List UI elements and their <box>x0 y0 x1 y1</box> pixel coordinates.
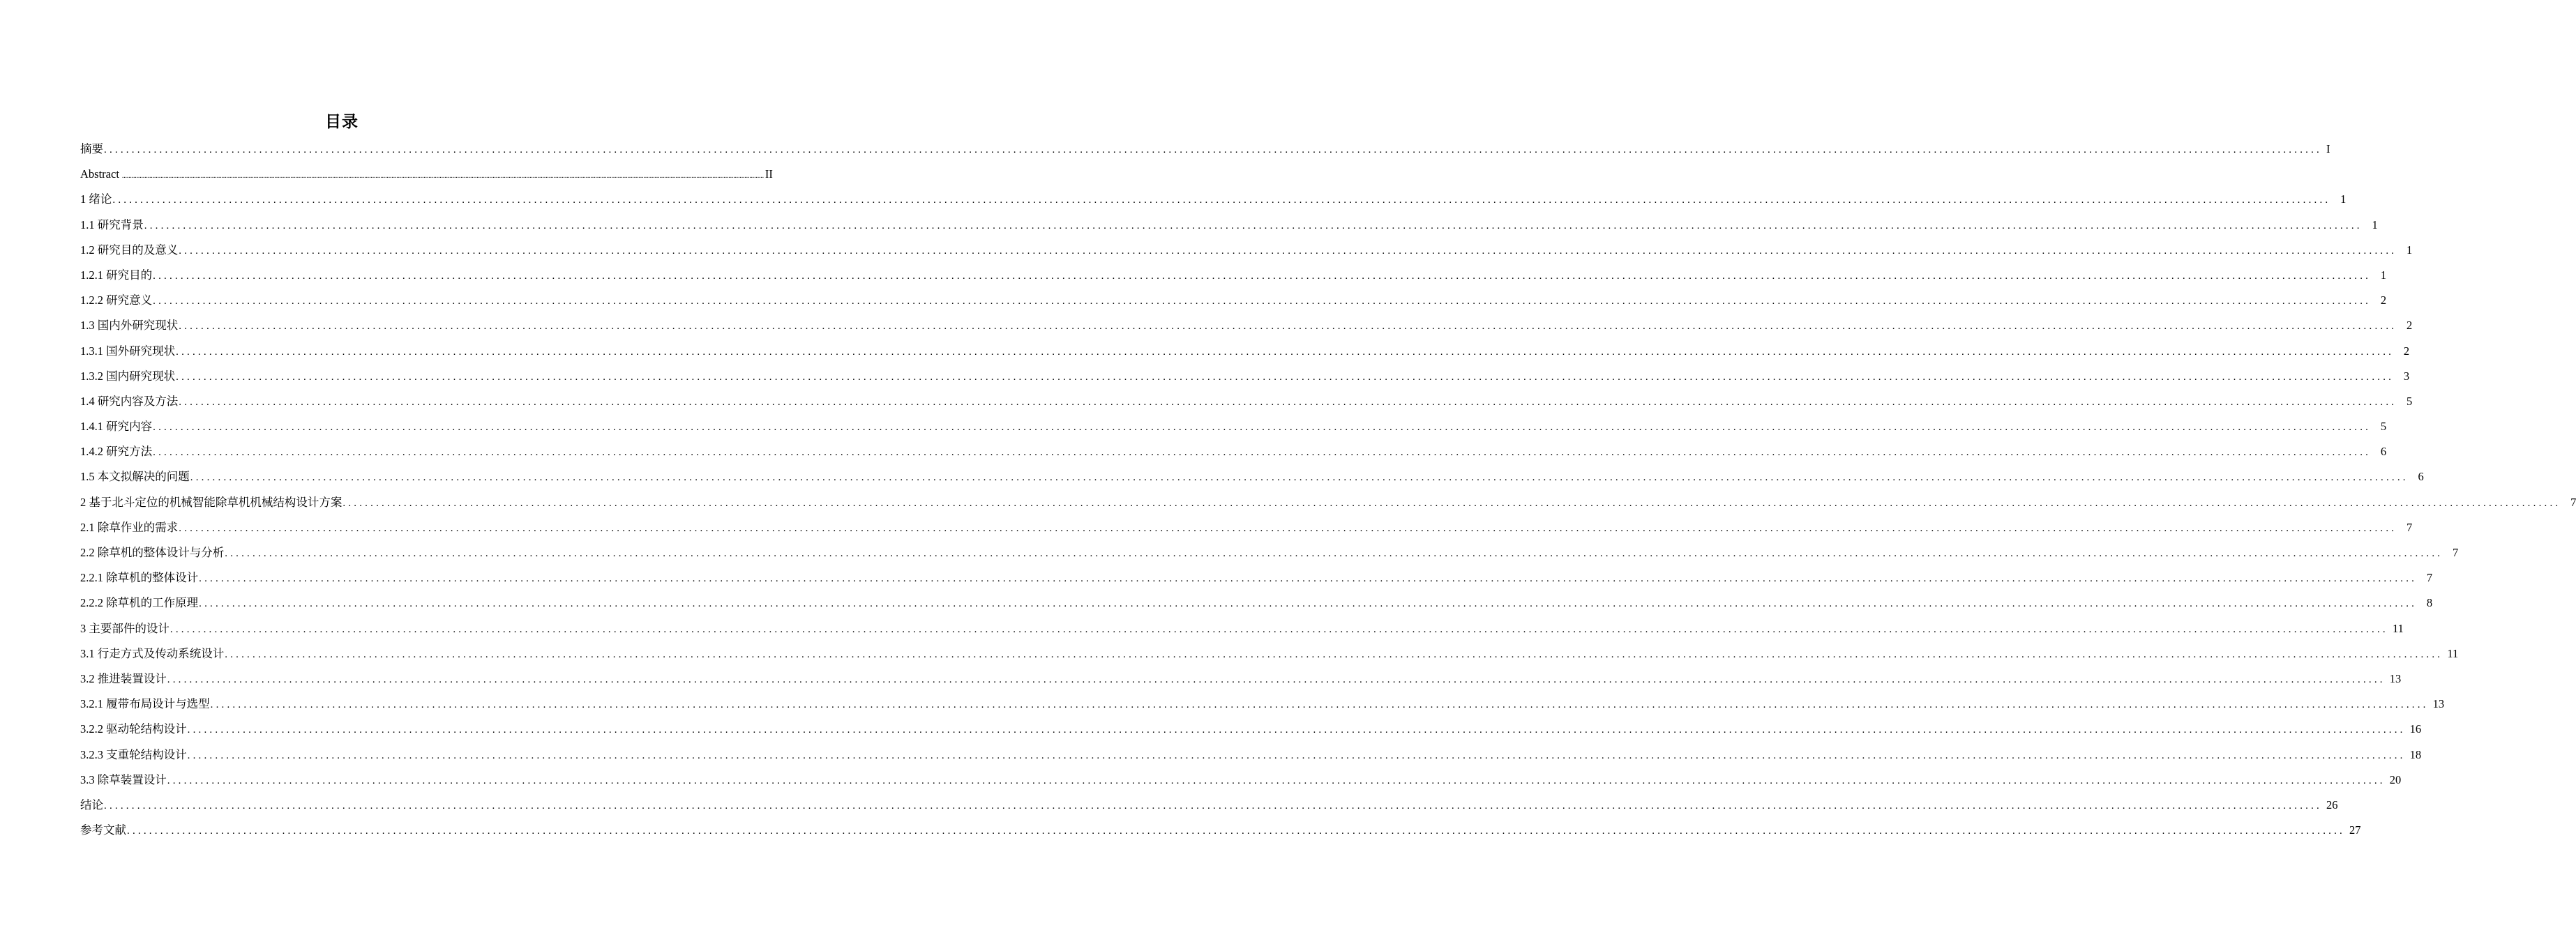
dot-leader: ................................................................................................................................................................................................................................................................................................................................................................................................................ <box>153 296 2372 307</box>
toc-entry-page-number: 5 <box>2380 420 2387 434</box>
toc-entry[interactable] <box>80 541 2459 566</box>
dot-leader: ................................................................................................................................................................................................................................................................................................................................................................................................................ <box>112 195 2331 206</box>
dot-leader: ................................................................................................................................................................................................................................................................................................................................................................................................................ <box>179 522 2397 534</box>
toc-entry-label: 3.2.2 驱动轮结构设计 <box>80 722 187 736</box>
toc-entry[interactable] <box>80 340 2410 365</box>
toc-entry-label: 1.4 研究内容及方法 <box>80 394 179 408</box>
dot-leader: ................................................................................................................................................................................................................................................................................................................................................................................................................ <box>179 321 2397 333</box>
toc-entry-label: 2 基于北斗定位的机械智能除草机机械结构设计方案 <box>80 495 342 509</box>
toc-entry-label: 1.1 研究背景 <box>80 218 144 231</box>
toc-entry-label: 3.2.3 支重轮结构设计 <box>80 747 187 761</box>
toc-title: 目录 <box>325 113 359 131</box>
toc-entry-label: 1.2.1 研究目的 <box>80 268 153 282</box>
dot-leader: ................................................................................................................................................................................................................................................................................................................................................................................................................ <box>342 497 2561 509</box>
dot-leader: ................................................................................................................................................................................................................................................................................................................................................................................................................ <box>225 648 2443 660</box>
toc-entry-page-number: II <box>764 167 773 181</box>
toc-entry[interactable] <box>80 314 2413 339</box>
toc-entry-page-number: 2 <box>2406 319 2413 333</box>
toc-entry-label: 1.3 国内外研究现状 <box>80 319 179 333</box>
toc-entry[interactable] <box>80 743 2422 768</box>
toc-entry-label: 结论 <box>80 798 103 812</box>
toc-entry[interactable] <box>80 717 2422 742</box>
toc-entry-label: 3.1 行走方式及传动系统设计 <box>80 646 225 660</box>
toc-entry-page-number: 7 <box>2406 520 2413 534</box>
toc-entry-label: 1.3.2 国内研究现状 <box>80 369 176 383</box>
toc-entry-label: 1.4.2 研究方法 <box>80 445 153 459</box>
dot-leader: ................................................................................................................................................................................................................................................................................................................................................................................................................ <box>127 825 2345 837</box>
toc-entry-page-number: 6 <box>2418 470 2424 484</box>
toc-entry-page-number: 6 <box>2380 445 2387 459</box>
dot-leader: ................................................................................................................................................................................................................................................................................................................................................................................................................ <box>199 573 2418 585</box>
toc-entry-page-number: 5 <box>2406 394 2413 408</box>
toc-entry-page-number: 11 <box>2447 646 2459 660</box>
dot-leader: ................................................................................................................................................................................................................................................................................................................................................................................................................ <box>210 699 2429 711</box>
toc-entry-label: 摘要 <box>80 142 103 155</box>
toc-entry-page-number: 13 <box>2389 671 2402 685</box>
dot-leader: ................................................................................................................................................................................................................................................................................................................................................................................................................ <box>144 220 2363 231</box>
toc-entry[interactable] <box>80 162 773 188</box>
toc-entry-label: 3.2 推进装置设计 <box>80 671 167 685</box>
toc-entry[interactable] <box>80 566 2433 591</box>
dot-leader: ................................................................................................................................................................................................................................................................................................................................................................................................................ <box>121 172 764 181</box>
toc-entry-page-number: 1 <box>2372 218 2378 231</box>
toc-entry-page-number: 3 <box>2403 369 2410 383</box>
dot-leader: ................................................................................................................................................................................................................................................................................................................................................................................................................ <box>190 472 2409 484</box>
dot-leader: ................................................................................................................................................................................................................................................................................................................................................................................................................ <box>153 447 2372 459</box>
dot-leader: ................................................................................................................................................................................................................................................................................................................................................................................................................ <box>225 548 2443 559</box>
toc-entry-page-number: 13 <box>2432 697 2445 711</box>
dot-leader: ................................................................................................................................................................................................................................................................................................................................................................................................................ <box>187 749 2406 761</box>
dot-leader: ................................................................................................................................................................................................................................................................................................................................................................................................................ <box>176 346 2395 358</box>
toc-entry-label: 3.3 除草装置设计 <box>80 772 167 786</box>
dot-leader: ................................................................................................................................................................................................................................................................................................................................................................................................................ <box>167 673 2386 685</box>
toc-entry-page-number: I <box>2326 142 2330 155</box>
toc-entry-label: 2.2.2 除草机的工作原理 <box>80 596 199 610</box>
toc-entry-label: 1.3.1 国外研究现状 <box>80 344 176 358</box>
toc-entry-page-number: 7 <box>2570 495 2576 509</box>
toc-entry-label: 参考文献 <box>80 823 126 837</box>
toc-entry-page-number: 8 <box>2426 596 2433 610</box>
toc-entry[interactable] <box>80 591 2433 616</box>
toc-entry-page-number: 18 <box>2409 747 2422 761</box>
toc-entry-page-number: 7 <box>2426 571 2433 585</box>
toc-entry[interactable] <box>80 768 2402 793</box>
dot-leader: ................................................................................................................................................................................................................................................................................................................................................................................................................ <box>153 270 2372 282</box>
toc-entry-page-number: 2 <box>2380 294 2387 307</box>
toc-entry-page-number: 1 <box>2380 268 2387 282</box>
dot-leader: ................................................................................................................................................................................................................................................................................................................................................................................................................ <box>167 775 2386 786</box>
toc-entry-label: Abstract <box>80 167 119 181</box>
toc-entry-page-number: 7 <box>2453 546 2459 559</box>
toc-entry[interactable] <box>80 415 2387 440</box>
toc-entry-page-number: 20 <box>2389 772 2402 786</box>
toc-entry-label: 1.5 本文拟解决的问题 <box>80 470 190 484</box>
toc-entry-label: 2.2 除草机的整体设计与分析 <box>80 546 225 559</box>
dot-leader: ................................................................................................................................................................................................................................................................................................................................................................................................................ <box>170 623 2388 635</box>
toc-entry[interactable] <box>80 465 2424 490</box>
dot-leader: ................................................................................................................................................................................................................................................................................................................................................................................................................ <box>104 144 2322 155</box>
toc-entry[interactable] <box>80 188 2347 213</box>
toc-entry[interactable] <box>80 642 2459 667</box>
toc-entry-page-number: 2 <box>2403 344 2410 358</box>
toc-entry-page-number: 27 <box>2349 823 2361 837</box>
toc-entry[interactable] <box>80 440 2387 465</box>
toc-entry-label: 3 主要部件的设计 <box>80 621 170 635</box>
toc-entry-page-number: 1 <box>2406 243 2413 257</box>
toc-entry-label: 1.4.1 研究内容 <box>80 420 153 434</box>
toc-entry[interactable] <box>80 793 2338 818</box>
toc-entry-page-number: 16 <box>2409 722 2422 736</box>
dot-leader: ................................................................................................................................................................................................................................................................................................................................................................................................................ <box>104 800 2322 812</box>
toc-entry[interactable] <box>80 390 2413 415</box>
dot-leader: ................................................................................................................................................................................................................................................................................................................................................................................................................ <box>153 422 2372 434</box>
dot-leader: ................................................................................................................................................................................................................................................................................................................................................................................................................ <box>179 245 2397 257</box>
toc-entry[interactable] <box>80 213 2378 238</box>
toc-entry[interactable] <box>80 667 2402 692</box>
toc-entry[interactable] <box>80 137 2330 162</box>
toc-entry[interactable] <box>80 365 2410 390</box>
toc-entry-label: 2.1 除草作业的需求 <box>80 520 179 534</box>
toc-entry-page-number: 11 <box>2392 621 2404 635</box>
toc-entry[interactable] <box>80 491 2576 516</box>
toc-entry[interactable] <box>80 818 2361 844</box>
toc-entry[interactable] <box>80 264 2387 289</box>
toc-entry[interactable] <box>80 617 2404 642</box>
toc-entry[interactable] <box>80 238 2413 264</box>
toc-entry-page-number: 1 <box>2340 192 2347 206</box>
toc-list <box>80 137 2576 844</box>
toc-entry-label: 3.2.1 履带布局设计与选型 <box>80 697 210 711</box>
toc-entry-label: 1.2 研究目的及意义 <box>80 243 179 257</box>
toc-entry[interactable] <box>80 692 2445 717</box>
toc-entry-label: 1 绪论 <box>80 192 112 206</box>
dot-leader: ................................................................................................................................................................................................................................................................................................................................................................................................................ <box>179 396 2397 408</box>
toc-entry-label: 2.2.1 除草机的整体设计 <box>80 571 199 585</box>
toc-entry-label: 1.2.2 研究意义 <box>80 294 153 307</box>
toc-entry[interactable] <box>80 516 2413 541</box>
toc-entry-page-number: 26 <box>2326 798 2338 812</box>
dot-leader: ................................................................................................................................................................................................................................................................................................................................................................................................................ <box>187 724 2406 736</box>
toc-entry[interactable] <box>80 289 2387 314</box>
dot-leader: ................................................................................................................................................................................................................................................................................................................................................................................................................ <box>199 598 2418 610</box>
dot-leader: ................................................................................................................................................................................................................................................................................................................................................................................................................ <box>176 371 2395 383</box>
